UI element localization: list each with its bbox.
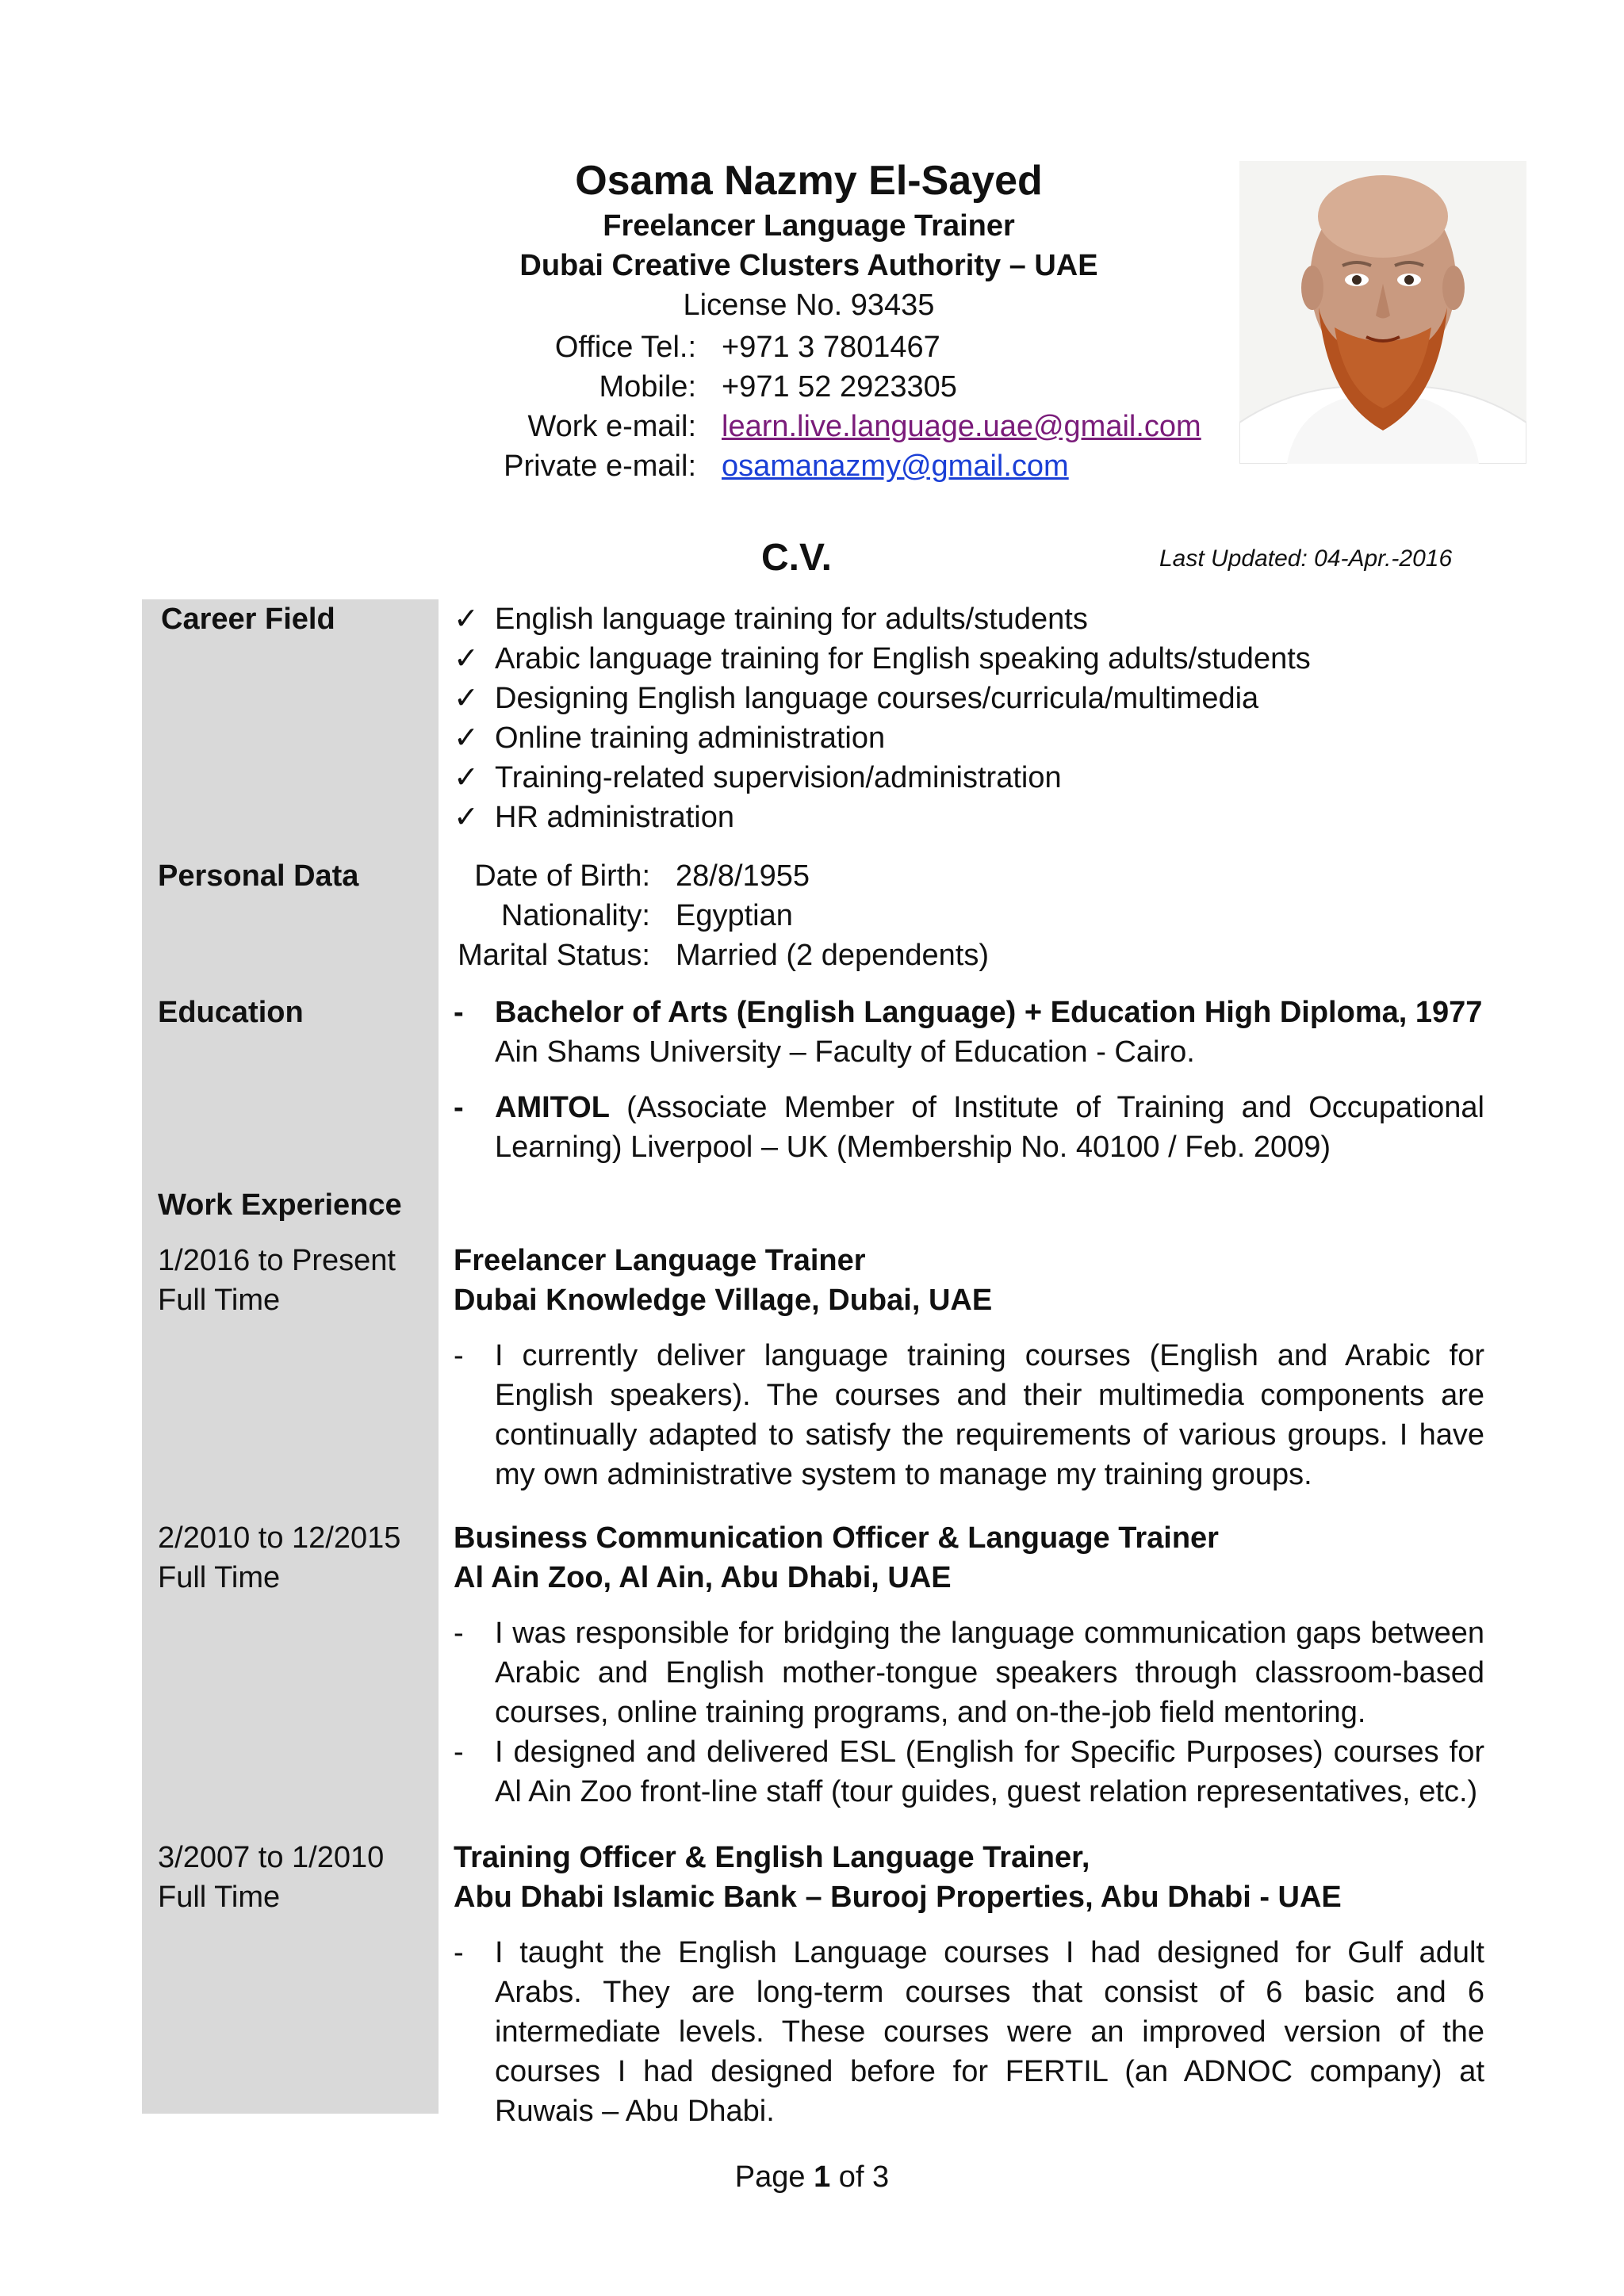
personal-row: Nationality: Egyptian — [501, 899, 793, 932]
page-number: 1 — [814, 2160, 831, 2194]
job-employer: Al Ain Zoo, Al Ain, Abu Dhabi, UAE — [454, 1561, 952, 1594]
work-email-link[interactable]: learn.live.language.uae@gmail.com — [722, 410, 1201, 443]
education-item — [454, 993, 1484, 1072]
list-item: ✓ Online training administration — [454, 718, 1484, 758]
job-entry — [454, 1838, 1484, 2131]
checkmark-icon: ✓ — [454, 642, 479, 675]
dash-marker: - — [454, 1091, 464, 1124]
list-item: ✓ Arabic language training for English speaking adults/students — [454, 639, 1484, 679]
dash-marker: - — [454, 996, 464, 1029]
checkmark-icon: ✓ — [454, 721, 479, 755]
person-name: Osama Nazmy El-Sayed — [575, 158, 1043, 204]
section-label-personal: Personal Data — [158, 859, 359, 893]
job-bullet: - I taught the English Language courses I had designed for Gulf adult Arabs. They are long-term courses that consist of 6 basic and 6 intermediate levels. These courses were an improved version of the courses I had designed before for FERTIL (an ADNOC company) at Ruwais – Abu Dhabi. — [454, 1936, 1484, 2128]
contact-label: Private e-mail: — [504, 450, 696, 483]
contact-list — [444, 327, 1237, 486]
job-title: Freelancer Language Trainer — [603, 209, 1015, 243]
job-period: 2/2010 to 12/2015 Full Time — [158, 1521, 401, 1594]
job-entry — [454, 1241, 1484, 1494]
job-period: 3/2007 to 1/2010 Full Time — [158, 1841, 385, 1914]
checkmark-icon: ✓ — [454, 603, 479, 636]
personal-row: Date of Birth: 28/8/1955 — [474, 859, 810, 893]
profile-photo — [1239, 161, 1526, 464]
career-list — [454, 599, 1484, 837]
job-bullet: - I designed and delivered ESL (English for Specific Purposes) courses for Al Ain Zoo front-line staff (tour guides, guest relation representatives, etc.) — [454, 1735, 1484, 1808]
job-title: Business Communication Officer & Language Trainer — [454, 1521, 1219, 1555]
education-list — [454, 993, 1484, 1167]
job-bullet: - I currently deliver language training courses (English and Arabic for English speakers). The courses and their multimedia components are continually adapted to satisfy the requirements of various groups. I have my own administrative system to manage my training groups. — [454, 1339, 1484, 1491]
last-updated: Last Updated: 04-Apr.-2016 — [1159, 545, 1453, 572]
contact-label: Work e-mail: — [527, 410, 696, 443]
degree-detail: Ain Shams University – Faculty of Education - Cairo. — [495, 1035, 1195, 1069]
membership-detail: (Associate Member of Institute of Training and Occupational Learning) Liverpool – UK (Membership No. 40100 / Feb. 2009) — [495, 1091, 1484, 1164]
license-number: License No. 93435 — [683, 289, 935, 322]
job-period: 1/2016 to Present Full Time — [158, 1244, 396, 1317]
checkmark-icon: ✓ — [454, 761, 479, 794]
list-item: ✓ Training-related supervision/administration — [454, 758, 1484, 798]
personal-data — [454, 856, 989, 975]
section-label-education: Education — [158, 996, 304, 1029]
organization: Dubai Creative Clusters Authority – UAE — [519, 249, 1098, 282]
private-email-link[interactable]: osamanazmy@gmail.com — [722, 450, 1069, 483]
job-employer: Abu Dhabi Islamic Bank – Burooj Properties, Abu Dhabi - UAE — [454, 1881, 1342, 1914]
checkmark-icon: ✓ — [454, 801, 479, 834]
job-title: Freelancer Language Trainer — [454, 1244, 866, 1277]
list-item: ✓ HR administration — [454, 798, 1484, 837]
cv-title: C.V. — [761, 537, 832, 579]
mobile-phone: +971 52 2923305 — [722, 370, 957, 404]
job-entry — [454, 1518, 1484, 1812]
membership-name: AMITOL — [495, 1091, 610, 1124]
checkmark-icon: ✓ — [454, 682, 479, 715]
education-item — [454, 1088, 1484, 1167]
portrait-image — [1239, 161, 1526, 464]
list-item: ✓ English language training for adults/students — [454, 599, 1484, 639]
contact-row-work-email — [444, 407, 1237, 446]
degree-title: Bachelor of Arts (English Language) + Education High Diploma, 1977 — [495, 996, 1483, 1029]
personal-row: Marital Status: Married (2 dependents) — [458, 939, 989, 972]
job-title: Training Officer & English Language Trainer, — [454, 1841, 1090, 1874]
job-bullet: - I was responsible for bridging the language communication gaps between Arabic and English mother-tongue speakers through classroom-based courses, online training programs, and on-the-job field mentoring. — [454, 1617, 1484, 1729]
contact-row-office — [444, 327, 1237, 367]
contact-row-mobile — [444, 367, 1237, 407]
list-item: ✓ Designing English language courses/curricula/multimedia — [454, 679, 1484, 718]
contact-label: Office Tel.: — [554, 331, 696, 364]
contact-row-private-email — [444, 446, 1237, 486]
job-employer: Dubai Knowledge Village, Dubai, UAE — [454, 1284, 993, 1317]
office-phone: +971 3 7801467 — [722, 331, 940, 364]
page-footer: Page 1 of 3 — [734, 2160, 890, 2194]
section-label-career: Career Field — [161, 603, 335, 636]
section-label-work: Work Experience — [158, 1188, 402, 1222]
cv-header — [444, 155, 1174, 325]
contact-label: Mobile: — [599, 370, 696, 404]
